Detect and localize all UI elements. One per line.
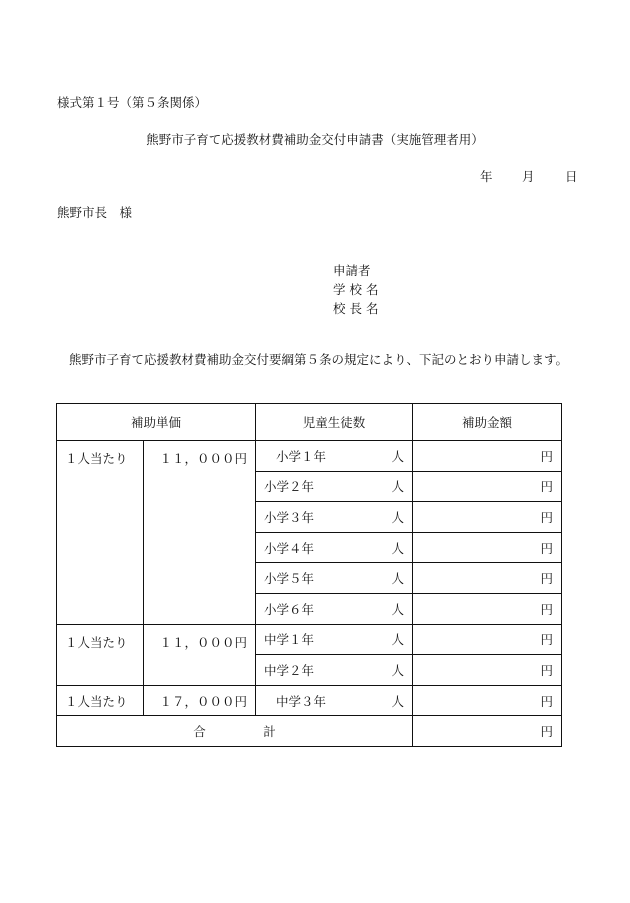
person-unit: 人 — [391, 571, 405, 587]
student-count-cell[interactable] — [256, 471, 413, 502]
person-unit: 人 — [391, 601, 405, 617]
student-count-cell[interactable] — [256, 502, 413, 533]
grade-label: 小学３年 — [264, 509, 315, 525]
student-count-cell[interactable] — [256, 624, 413, 655]
header-unit-price: 補助単価 — [57, 404, 256, 441]
per-person-label: １人当たり — [57, 624, 144, 685]
grade-label: 小学２年 — [264, 479, 315, 495]
student-count-cell[interactable] — [256, 563, 413, 594]
form-number: 様式第１号（第５条関係） — [57, 95, 208, 110]
subsidy-table — [56, 403, 562, 747]
yen-unit: 円 — [540, 601, 554, 617]
total-amount-cell[interactable] — [413, 716, 562, 747]
yen-unit: 円 — [540, 448, 554, 464]
person-unit: 人 — [391, 693, 405, 709]
date-year: 年 — [480, 169, 493, 184]
applicant-label: 申請者 — [333, 263, 371, 278]
header-amount: 補助金額 — [413, 404, 562, 441]
yen-unit: 円 — [540, 571, 554, 587]
person-unit: 人 — [391, 479, 405, 495]
date-line — [480, 171, 578, 184]
grade-label: 小学６年 — [264, 601, 315, 617]
amount-cell[interactable] — [413, 563, 562, 594]
student-count-cell[interactable] — [256, 655, 413, 686]
student-count-cell[interactable] — [256, 441, 413, 472]
yen-unit: 円 — [540, 509, 554, 525]
principal-name-label: 校 長 名 — [333, 301, 379, 316]
applicant-block — [333, 261, 378, 318]
body-text: 熊野市子育て応援教材費補助金交付要綱第５条の規定により、下記のとおり申請します。 — [69, 352, 569, 367]
table-row — [57, 685, 562, 716]
person-unit: 人 — [391, 662, 405, 678]
addressee: 熊野市長 様 — [57, 205, 133, 220]
yen-unit: 円 — [540, 724, 554, 740]
total-label-second: 計 — [263, 724, 276, 740]
yen-unit: 円 — [540, 632, 554, 648]
school-name-label: 学 校 名 — [333, 282, 379, 297]
amount-cell[interactable] — [413, 502, 562, 533]
grade-label: 中学３年 — [276, 693, 327, 709]
amount-cell[interactable] — [413, 655, 562, 686]
amount-cell[interactable] — [413, 471, 562, 502]
yen-unit: 円 — [540, 479, 554, 495]
amount-cell[interactable] — [413, 593, 562, 624]
yen-unit: 円 — [540, 540, 554, 556]
person-unit: 人 — [391, 448, 405, 464]
student-count-cell[interactable] — [256, 685, 413, 716]
total-label — [57, 716, 413, 747]
amount-cell[interactable] — [413, 441, 562, 472]
per-person-label: １人当たり — [57, 441, 144, 625]
student-count-cell[interactable] — [256, 593, 413, 624]
table-header-row — [57, 404, 562, 441]
yen-unit: 円 — [540, 693, 554, 709]
per-person-label: １人当たり — [57, 685, 144, 716]
table-row — [57, 624, 562, 655]
unit-price: １１，０００円 — [144, 624, 256, 685]
header-students: 児童生徒数 — [256, 404, 413, 441]
document-title: 熊野市子育て応援教材費補助金交付申請書（実施管理者用） — [146, 132, 484, 147]
unit-price: １７，０００円 — [144, 685, 256, 716]
amount-cell[interactable] — [413, 624, 562, 655]
student-count-cell[interactable] — [256, 532, 413, 563]
grade-label: 小学４年 — [264, 540, 315, 556]
person-unit: 人 — [391, 540, 405, 556]
person-unit: 人 — [391, 509, 405, 525]
person-unit: 人 — [391, 632, 405, 648]
table-row — [57, 441, 562, 472]
date-month: 月 — [522, 169, 535, 184]
date-day: 日 — [565, 169, 578, 184]
total-label-first: 合 — [193, 724, 206, 740]
amount-cell[interactable] — [413, 685, 562, 716]
yen-unit: 円 — [540, 662, 554, 678]
grade-label: 小学５年 — [264, 571, 315, 587]
grade-label: 小学１年 — [276, 448, 327, 464]
unit-price: １１，０００円 — [144, 441, 256, 625]
amount-cell[interactable] — [413, 532, 562, 563]
total-row — [57, 716, 562, 747]
grade-label: 中学１年 — [264, 632, 315, 648]
grade-label: 中学２年 — [264, 662, 315, 678]
